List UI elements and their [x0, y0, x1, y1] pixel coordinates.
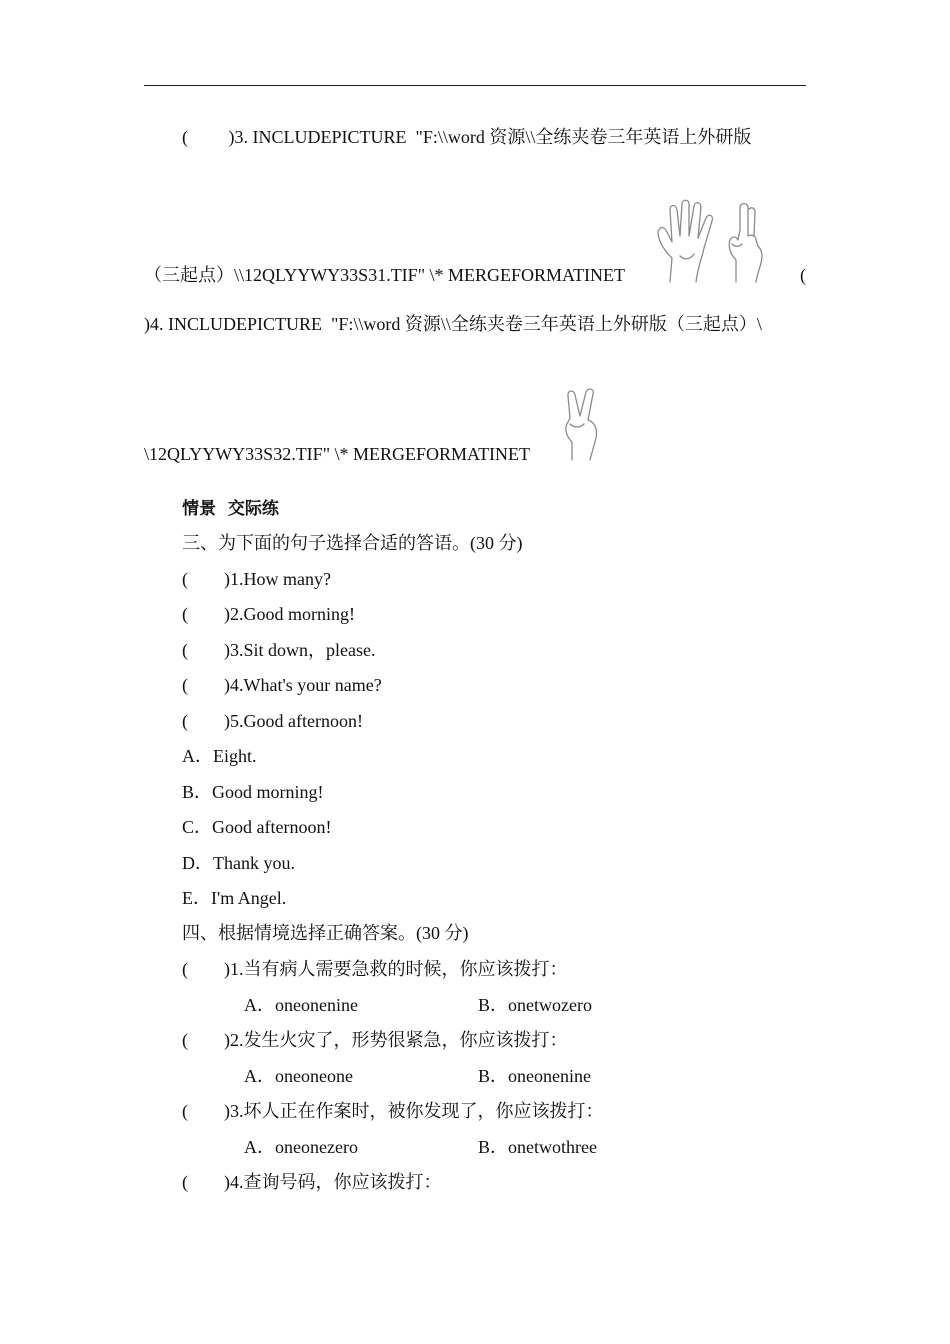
part4-q2-option-a: A．oneoneone	[244, 1066, 353, 1086]
part3-question: ( )5.Good afternoon!	[182, 711, 363, 731]
part3-question: ( )4.What's your name?	[182, 675, 382, 695]
part3-question: ( )3.Sit down，please.	[182, 640, 376, 660]
q4-field-code-line2: \12QLYYWY33S32.TIF" \* MERGEFORMATINET	[144, 444, 531, 464]
part4-q3-option-a: A．oneonezero	[244, 1137, 358, 1157]
part4-q4-stem: ( )4.查询号码，你应该拨打：	[182, 1172, 442, 1192]
part4-q3-option-b: B．onetwothree	[478, 1137, 597, 1157]
part4-q2-stem: ( )2.发生火灾了，形势很紧急，你应该拨打：	[182, 1030, 568, 1050]
part4-heading: 四、根据情境选择正确答案。(30 分)	[182, 923, 469, 943]
part4-q1-option-b: B．onetwozero	[478, 995, 592, 1015]
section-label: 情景 交际练	[182, 499, 279, 519]
part3-heading: 三、为下面的句子选择合适的答语。(30 分)	[182, 533, 523, 553]
hand-two-gesture-image	[560, 386, 610, 462]
part3-answer: E．I'm Angel.	[182, 888, 287, 908]
q3-field-code-line2: （三起点）\\12QLYYWY33S31.TIF" \* MERGEFORMATINET	[144, 265, 626, 285]
part4-q3-stem: ( )3.坏人正在作案时，被你发现了，你应该拨打：	[182, 1101, 604, 1121]
part3-answer: D．Thank you.	[182, 853, 295, 873]
q4-open-paren: (	[800, 265, 806, 285]
part3-answer: A．Eight.	[182, 746, 257, 766]
part3-question: ( )2.Good morning!	[182, 604, 355, 624]
q3-field-code-line1: ( )3. INCLUDEPICTURE "F:\\word 资源\\全练夹卷三年英语上外研版	[182, 127, 752, 147]
part3-answer: C．Good afternoon!	[182, 817, 332, 837]
header-rule	[144, 85, 806, 86]
part3-question: ( )1.How many?	[182, 569, 331, 589]
part3-answer: B．Good morning!	[182, 782, 324, 802]
hand-eight-gesture-image	[652, 196, 778, 284]
part4-q2-option-b: B．oneonenine	[478, 1066, 591, 1086]
part4-q1-option-a: A．oneonenine	[244, 995, 358, 1015]
part4-q1-stem: ( )1.当有病人需要急救的时候，你应该拨打：	[182, 959, 568, 979]
q4-field-code-line1: )4. INCLUDEPICTURE "F:\\word 资源\\全练夹卷三年英语上外研版（三起点）\	[144, 314, 762, 334]
